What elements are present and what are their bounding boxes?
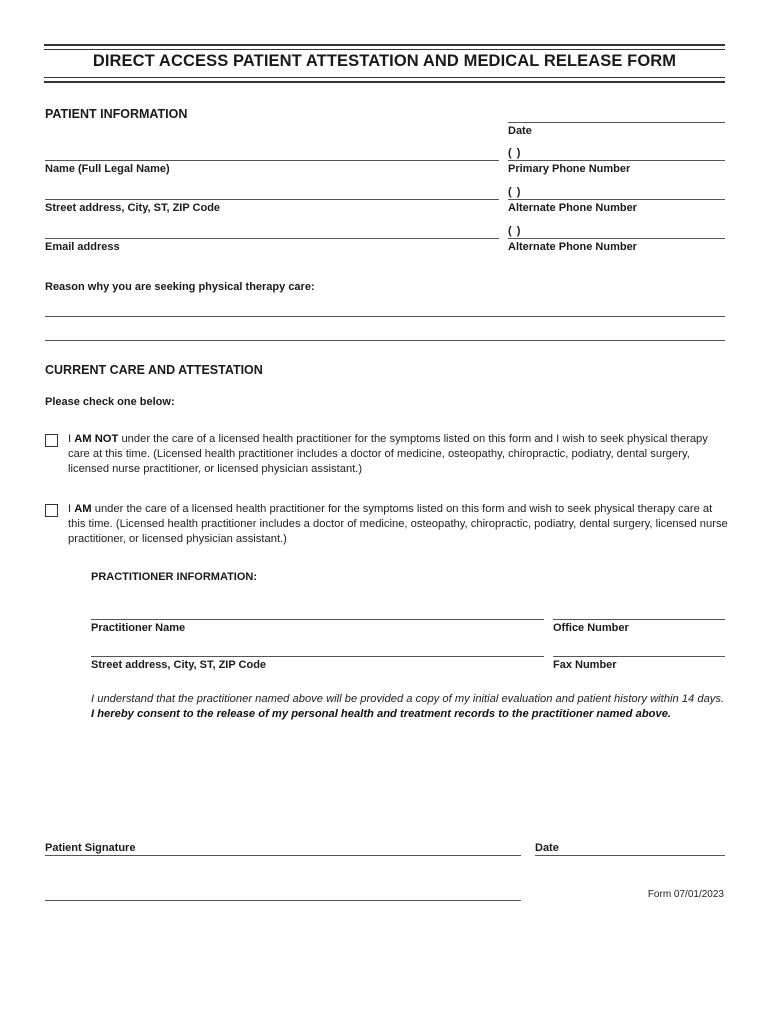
alt-phone-1-line[interactable] — [508, 199, 725, 200]
consent-text: I understand that the practitioner named above will be provided a copy of my initial evaluation and patient history within 14 days. — [91, 693, 725, 705]
street-line[interactable] — [45, 199, 499, 200]
am-not-checkbox[interactable] — [45, 434, 58, 447]
name-label: Name (Full Legal Name) — [45, 163, 170, 175]
alt-phone-2-line[interactable] — [508, 238, 725, 239]
am-prefix: I — [68, 503, 75, 515]
patient-signature-label: Patient Signature — [45, 842, 136, 854]
primary-phone-line[interactable] — [508, 160, 725, 161]
name-line[interactable] — [45, 160, 499, 161]
fax-number-label: Fax Number — [553, 659, 617, 671]
am-not-statement — [68, 432, 728, 477]
am-statement — [68, 502, 728, 547]
office-number-line[interactable] — [553, 619, 725, 620]
patient-signature-line[interactable] — [45, 855, 521, 856]
alt-phone-1-label: Alternate Phone Number — [508, 202, 637, 214]
street-label: Street address, City, ST, ZIP Code — [45, 202, 221, 214]
form-version: Form 07/01/2023 — [647, 889, 724, 900]
patient-info-heading: PATIENT INFORMATION — [45, 107, 188, 121]
date-label: Date — [508, 125, 532, 137]
reason-line-1[interactable] — [45, 316, 725, 317]
reason-line-2[interactable] — [45, 340, 725, 341]
practitioner-street-label: Street address, City, ST, ZIP Code — [91, 659, 267, 671]
alt-phone-2-label: Alternate Phone Number — [508, 241, 637, 253]
primary-phone-label: Primary Phone Number — [508, 163, 631, 175]
am-emphasis: AM — [74, 503, 92, 515]
consent-statement — [91, 692, 725, 722]
am-text: under the care of a licensed health practitioner for the symptoms listed on this form and wish to seek physical therapy care at this time. (Licensed health practitioner includes a doctor of medicine, osteopathy, chiropractic, podiatry, dental surgery, licensed nurse practitioner, or licensed physician assistant.) — [68, 503, 728, 545]
signature-date-line[interactable] — [535, 855, 725, 856]
alt-phone-1-parens: ( ) — [508, 186, 522, 198]
practitioner-name-label: Practitioner Name — [91, 622, 186, 634]
title-rule-top — [44, 44, 725, 50]
form-title: DIRECT ACCESS PATIENT ATTESTATION AND MEDICAL RELEASE FORM — [92, 52, 677, 70]
am-not-prefix: I — [68, 433, 75, 445]
email-label: Email address — [45, 241, 120, 253]
reason-label: Reason why you are seeking physical therapy care: — [45, 281, 315, 293]
am-not-text: under the care of a licensed health practitioner for the symptoms listed on this form and I wish to seek physical therapy care at this time. (Licensed health practitioner includes a doctor of medicine, osteopathy, chiropractic, podiatry, dental surgery, licensed nurse practitioner, or licensed physician assistant.) — [68, 433, 708, 475]
title-rule-bottom — [44, 77, 725, 83]
bottom-line — [45, 900, 521, 901]
consent-emphasis: I hereby consent to the release of my personal health and treatment records to the practitioner named above. — [91, 708, 672, 720]
am-not-emphasis: AM NOT — [74, 433, 119, 445]
signature-date-label: Date — [535, 842, 559, 854]
email-line[interactable] — [45, 238, 499, 239]
am-checkbox[interactable] — [45, 504, 58, 517]
office-number-label: Office Number — [553, 622, 629, 634]
practitioner-name-line[interactable] — [91, 619, 544, 620]
practitioner-street-line[interactable] — [91, 656, 544, 657]
fax-number-line[interactable] — [553, 656, 725, 657]
alt-phone-2-parens: ( ) — [508, 225, 522, 237]
attestation-instruction: Please check one below: — [45, 396, 175, 408]
attestation-heading: CURRENT CARE AND ATTESTATION — [45, 363, 263, 377]
date-line[interactable] — [508, 122, 725, 123]
primary-phone-parens: ( ) — [508, 147, 522, 159]
practitioner-heading: PRACTITIONER INFORMATION: — [91, 571, 258, 583]
